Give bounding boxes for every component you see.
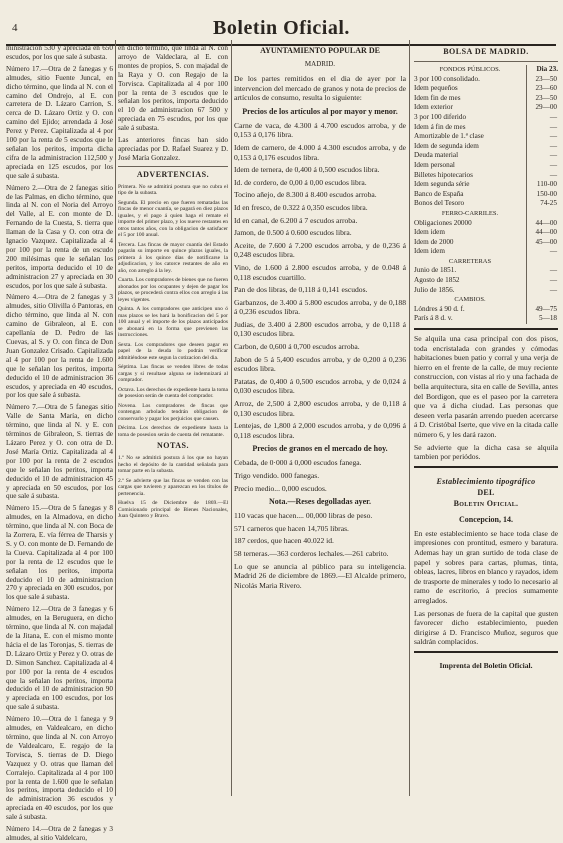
quote-row xyxy=(414,199,558,209)
prices-heading: Precios de los artículos al por mayor y menor. xyxy=(242,106,398,116)
lot-paragraph: ministracion 530 y apreciada en 650 escudos, por los que sale á subasta. xyxy=(6,44,113,61)
alquila-ad: Se alquila una casa principal con dos pisos, toda encristalada con grandes y cómodas habitaciones buen patio y corral y una verja de hierro en el frente de la calle, de muy reciente construccion, con vistas al rio y una fachada de bella arquitectura, sita en calle de Sevilla, antes del Bordigon, que es el paseo por la carretera que va á dicha ciudad. Las personas que deseen verla pasarán arrendo pueden acercarse á D. Cristóbal Iserte, que vive en la citada calle número 6, y les dará razon. xyxy=(414,334,559,439)
quote-row xyxy=(414,123,558,133)
price-item: Id en canal, de 6.200 á 7 escudos arroba. xyxy=(234,215,358,225)
quote-label: Agosto de 1852 xyxy=(414,276,460,285)
advertencia-item: Tercera. Las fincas de mayor cuantía del Estado pagarán su importe en quince plazos iguales, la primera á los quince dias de notificarse la adjudicacion, y los catorce restantes de año en año, con arreglo á la ley. xyxy=(118,241,228,274)
advertencia-item: Quinta. A los compradores que anticipen uno ó mas plazos se les hará la bonificacion del 5 por 100 anual y el importe de los plazos anticipados se abonará en la forma que previenen las instrucciones. xyxy=(118,306,228,339)
cambios-heading: CAMBIOS. xyxy=(454,296,486,304)
intro-paragraph: De los partes remitidos en el dia de ayer por la intervencion del mercado de granos y nota de precios de artículos de consumo, resulta lo siguiente: xyxy=(234,74,406,103)
lot-paragraph: Número 10.—Otra de 1 fanega y 9 almudes, en Valdealcaro, en dicho término, que linda al N. con Arroyo de Valdealcaro, E. regajo de la Torvisca, S. tierras de D. Diego Vazquez y O. otras que llaman del Corralejo. Capitalizada al 4 por 100 por la renta de 1.600 que le señalan los peritos, importa deducido el 10 de administracion 36 escudos y apreciada en 40 escudos, por los que sale á subasta. xyxy=(6,715,113,822)
column-4-bolsa xyxy=(414,44,558,796)
quote-row xyxy=(414,161,558,171)
column-2-advertencias xyxy=(118,44,228,796)
quote-label: Idem pequeños xyxy=(414,84,458,93)
quote-value: 49—75 xyxy=(527,305,559,315)
appraisers-note: Las anteriores fincas han sido apreciadas por D. Rafael Suarez y D. José María Gonzalez. xyxy=(118,136,228,162)
price-item: Garbanzos, de 3.400 á 5.800 escudos arroba, y de 0,188 á 0,236 escudos libra. xyxy=(234,297,406,317)
quote-value: — xyxy=(527,142,559,152)
ferro-heading: FERRO-CARRILES. xyxy=(441,209,499,217)
quote-row xyxy=(414,84,558,94)
quote-row xyxy=(414,151,558,161)
quotes-table xyxy=(414,65,558,324)
quote-label: Idem fin de mes xyxy=(414,93,461,102)
advertencia-item: Segunda. El precio en que fueren rematadas las fincas de menor cuantía, se pagará en diez plazos iguales, y el pago á quien haga el remate el importe del primer plazo, y los nueve restantes en otros tantos años, con la obligacion de satisfacer el 5 por 100 anual. xyxy=(118,199,228,239)
quote-value: 150-00 xyxy=(527,190,559,200)
quote-row xyxy=(414,190,558,200)
quote-label: Lóndres á 90 d. f. xyxy=(414,304,465,313)
quote-value: 23—50 xyxy=(527,75,559,85)
price-item: Arroz, de 2,500 á 2,800 escudos arroba, y de 0,118 á 0,130 escudos libra. xyxy=(234,399,406,418)
ferro-rows xyxy=(414,219,558,257)
quote-value: — xyxy=(527,161,559,171)
nota-item: 2.ª Se advierte que las fincas se venden con las cargas que tuvieren y aparezcan en los títulos de pertenencia. xyxy=(118,477,228,497)
quote-label: Idem á fin de mes xyxy=(414,122,466,131)
establecimiento-line-1: Establecimiento tipográfico xyxy=(436,476,536,486)
quote-label: Banco de España xyxy=(414,189,464,198)
quote-value: — xyxy=(527,276,559,286)
advertencias-heading: ADVERTENCIAS. xyxy=(136,169,210,179)
establecimiento-paragraph: Las personas de fuera de la capital que gusten favorecer dicho establecimiento, pueden dirigirse á D. Francisco Muñoz, seguros que saldrán complacidos. xyxy=(414,608,558,647)
quote-label: Idem idem xyxy=(414,247,445,256)
quote-row xyxy=(414,276,558,286)
quote-value: 5—18 xyxy=(527,314,559,324)
column-divider xyxy=(115,40,116,796)
price-item: Patatas, de 0,400 á 0,500 escudos arroba, y de 0,024 á 0,030 escudos libra. xyxy=(234,376,406,396)
quote-value: — xyxy=(527,132,559,142)
date-heading: Dia 23. xyxy=(527,65,559,75)
quote-value: — xyxy=(527,123,559,133)
lot-paragraph: Número 14.—Otra de 2 fanegas y 3 almudes, al sitio Valdelcaro, xyxy=(6,825,113,842)
lot-paragraph: Número 12.—Otra de 3 fanegas y 6 almudes, en la Beruguera, en dicho término, que linda al N. con majadal de la Jitana, E. con el mismo monte hácia el de las Toronjas, S. tierras de D. Lázaro Ortiz y Perez y O. otras de D. Simon Sanchez. Capitalizada al 4 por 100 por la renta de 4 escudos que la señalan los peritos, importa deducido el 10 de administracion 90 y apreciada en 100 escudos, por los que sale á subasta. xyxy=(6,605,113,712)
page-number: 4 xyxy=(12,22,18,34)
advertencia-item: Séptima. Las fincas se venden libres de todas cargas y si resultase alguna se indemnizará al comprador. xyxy=(118,364,228,384)
fondos-rows xyxy=(414,75,558,209)
price-item: Carne de vaca, de 4.300 á 4.700 escudos arroba, y de 0,153 á 0,176 libra. xyxy=(234,120,406,140)
quote-label: Idem segunda série xyxy=(414,180,470,189)
section-rule xyxy=(414,328,558,330)
signature-line: Huelva 15 de Diciembre de 1869.—El Comisionado principal de Bienes Nacionales, Juan Quintero y Bravo. xyxy=(118,500,228,520)
advertencia-item: Sexta. Los compradores que deseen pagar en papel de la deuda lo podrán verificar admitiéndose este segun la cotizacion del dia. xyxy=(118,341,228,361)
price-item: Carbon, de 0,600 á 0,700 escudos arroba. xyxy=(234,342,360,352)
quote-label: Idem personal xyxy=(414,160,455,169)
closing-paragraph: Lo que se anuncia al público para su inteligencia. Madrid 26 de diciembre de 1869.—El Alcalde primero, Nicolás Maria Rivero. xyxy=(234,561,406,590)
quote-row xyxy=(414,171,558,181)
quote-label: Amortizable de 1.ª clase xyxy=(414,132,484,141)
quote-label: París á 8 d. v. xyxy=(414,314,453,323)
quote-value: 44—00 xyxy=(527,219,559,229)
establecimiento-paragraph: En este establecimiento se hace toda clase de impresiones con prontitud, esmero y baratura. Ademas hay un gran surtido de toda clase de papel y sobres para cartas, plumas, tinta, obleas, lacres, libros en blanco y rayados, idem de trasporte de minerales y todo lo necesario al ramo de escritorio, á precios sumamente arreglados. xyxy=(414,528,558,605)
advertencia-item: Primera. No se admitirá postura que no cubra el tipo de la subasta. xyxy=(118,183,228,197)
lot-paragraph: en dicho término, que linda al N. con arroyo de Valdeclara, al E. con montes de propios, S. con majadal de la Raya y O. con Regajo de la Torvisca. Capitalizada al 4 por 100 por la renta de 3 escudos que le señalan los peritos, importa deducido el 10 de administracion 67 500 y apreciada en 75 escudos, por los que sale á subasta. xyxy=(118,44,228,133)
price-item: Judias, de 3.400 á 2.800 escudos arroba, y de 0,118 á 0,130 escudos libra. xyxy=(234,319,406,339)
quote-label: Obligaciones 20000 xyxy=(414,218,472,227)
quote-label: Idem idem xyxy=(414,228,445,237)
establecimiento-address: Concepcion, 14. xyxy=(459,514,513,524)
price-item: Vino, de 1.600 á 2.800 escudos arroba, y de 0.048 á 0,118 escudos cuartillo. xyxy=(234,262,406,282)
column-divider xyxy=(231,40,232,796)
quote-value: 29—00 xyxy=(527,103,559,113)
reses-item: 571 carneros que hacen 14,705 libras. xyxy=(234,523,349,533)
advertencia-item: Octava. Los derechos de expediente hasta la toma de posesion serán de cuenta del comprador. xyxy=(118,386,228,400)
price-item: Id. de cordero, de 0,00 á 0,00 escudos libra. xyxy=(234,177,367,187)
section-rule xyxy=(414,651,558,653)
reses-item: 110 vacas que hacen.... 00,000 libras de peso. xyxy=(234,511,373,521)
quote-row xyxy=(414,247,558,257)
quote-label: Deuda material xyxy=(414,151,459,160)
quote-row xyxy=(414,132,558,142)
section-rule xyxy=(414,61,558,62)
quote-label: Idem de segunda idem xyxy=(414,141,479,150)
quote-row xyxy=(414,103,558,113)
price-item: Id en fresco, de 0.322 á 0,350 escudos libra. xyxy=(234,202,368,212)
column-divider xyxy=(409,40,410,796)
grain-heading: Precios de granos en el mercado de hoy. xyxy=(252,444,388,454)
column-3-ayuntamiento xyxy=(234,44,406,796)
price-item: Jamon, de 0.500 á 0.600 escudos libra. xyxy=(234,228,352,238)
lot-paragraph: Número 4.—Otra de 2 fanegas y 3 almudes, sitio Olivilla ó Pantoras, en dicho término, que linda al N. con camino de Gibraleon, al E. con capellanía de D. Pedro de las Cuevas, al S. y O. con finca de Don Juan Gonzalez Crisado. Capitalizada al 4 por 100 por la renta de 1.600 que le señalan los peritos, importa deducido el 10 de administracion 36 escudos, y apreciada en 40 escudos, por los que sale á subasta. xyxy=(6,293,113,400)
quote-row xyxy=(414,94,558,104)
price-item: Idem de ternera, de 0,400 á 0,500 escudos libra. xyxy=(234,165,380,175)
price-item: Aceite, de 7.600 á 7.200 escudos arroba, y de 0,236 á 0,248 escudos libra. xyxy=(234,240,406,260)
page-header xyxy=(0,8,563,42)
price-item: Tocino añejo, de 8.300 á 8.400 escudos arroba. xyxy=(234,190,377,200)
carreteras-heading: CARRETERAS xyxy=(448,257,492,265)
grain-item: Cebada, de 0·000 á 0,000 escudos fanega. xyxy=(234,458,362,468)
quote-row xyxy=(414,180,558,190)
quote-label: Idem de 2000 xyxy=(414,237,454,246)
quote-value: 23—50 xyxy=(527,94,559,104)
quote-row xyxy=(414,113,558,123)
quote-value: — xyxy=(527,151,559,161)
quote-label: Junio de 1851. xyxy=(414,266,457,275)
grain-item: Precio medio... 0,000 escudos. xyxy=(234,483,327,493)
price-item: Lentejas, de 1,800 á 2,000 escudos arroba, y de 0,096 á 0,118 escudos libra. xyxy=(234,421,406,440)
quote-row xyxy=(414,228,558,238)
lot-paragraph: Número 2.—Otra de 2 fanegas sitio de las Palmas, en dicho término, que linda al N. con el Noria del Arroyo del Valle, al E. con monte de D. Fernando de la Cuesta, S. tierra que llaman de la Casa y O. con otra de Ignacio Vazquez. Capitalizada al 4 por 100 por la renta de un escudo 200 milésimas que le señalan los peritos, importa deducido el 10 de administracion 27 y apreciada en 30 escudos, por los que sale á subasta. xyxy=(6,183,113,290)
quote-label: 3 por 100 diferido xyxy=(414,112,467,121)
quote-row xyxy=(414,142,558,152)
quote-label: Julio de 1856. xyxy=(414,285,455,294)
quote-row xyxy=(414,286,558,296)
grain-item: Trigo vendido. 000 fanegas. xyxy=(234,471,320,480)
ayuntamiento-subtitle: MADRID. xyxy=(304,60,336,68)
bolsa-heading: BOLSA DE MADRID. xyxy=(443,47,529,56)
price-item: Pan de dos libras, de 0,118 á 0,141 escudos. xyxy=(234,285,368,295)
carreteras-rows xyxy=(414,266,558,295)
quote-row xyxy=(414,75,558,85)
quote-value: 74-25 xyxy=(527,199,559,209)
fondos-heading: FONDOS PÚBLICOS. xyxy=(439,66,501,73)
quote-row xyxy=(414,305,558,315)
establecimiento-line-2: DEL xyxy=(477,487,495,497)
section-rule xyxy=(414,466,558,468)
masthead-title: Boletin Oficial. xyxy=(213,17,350,39)
imprenta-footer: Imprenta del Boletin Oficial. xyxy=(439,660,533,670)
group-heading-row xyxy=(414,257,558,267)
section-rule xyxy=(118,166,228,167)
quote-value: — xyxy=(527,247,559,257)
lot-paragraph: Número 7.—Otra de 5 fanegas sitio Valle de Santa María, en dicho término, que linda al N. y E. con términos de Gibraleon, S. tierras de Lázaro Perez y O. con otra de D. José María Ortiz. Capitalizada al 4 por 100 por la renta de 2 escudos que le señalan los peritos, importa deducido el 10 de administracion 45 y apreciada en 50 escudos, por los que sale á subasta. xyxy=(6,403,113,501)
table-header-row xyxy=(414,65,558,75)
lot-paragraph: Número 15.—Otra de 5 fanegas y 8 almudes, en la Almadova, en dicho término, que linda al N. con Boca de la Zorrera, E. vía férrea de Tharsis y S. y O. con monte de D. Fernando de la Cueva. Capitalizada al 4 por 100 por la renta de 12 escudos que le señalan los peritos, importa deducido el 10 de administracion 270 y apreciada en 300 escudos, por los que sale á subasta. xyxy=(6,504,113,602)
quote-value: — xyxy=(527,266,559,276)
establecimiento-title xyxy=(414,476,558,509)
reses-heading: Nota.—Reses degolladas ayer. xyxy=(269,497,371,507)
quote-label: Idem exterior xyxy=(414,103,453,112)
price-item: Jabon de 5 á 5,400 escudos arroba, y de 0,200 á 0,236 escudos libra. xyxy=(234,354,406,374)
price-item: Idem de carnero, de 4.000 á 4.300 escudos arroba, y de 0,153 á 0,176 escudos libra. xyxy=(234,142,406,162)
quote-row xyxy=(414,314,558,324)
notas-heading: NOTAS. xyxy=(157,441,189,451)
quote-value: — xyxy=(527,286,559,296)
column-1-auction-lots xyxy=(6,44,113,842)
nota-item: 1.ª No se admitirá postura á los que no hayan hecho el depósito de la cantidad señalada para tomar parte en la subasta. xyxy=(118,455,228,475)
quote-value: 44—00 xyxy=(527,228,559,238)
advertencia-item: Décima. Los derechos de expediente hasta la toma de posesion serán de cuenta del rematante. xyxy=(118,425,228,438)
reses-item: 187 cerdos, que hacen 40.022 id. xyxy=(234,536,334,546)
quote-value: — xyxy=(527,113,559,123)
quote-label: Bonos del Tesoro xyxy=(414,199,465,208)
alquila-note: Se advierte que la dicha casa se alquila tambien por periódos. xyxy=(414,442,558,462)
quote-label: 3 por 100 consolidado. xyxy=(414,74,480,83)
quote-value: 45—00 xyxy=(527,238,559,248)
group-heading-row xyxy=(414,295,558,305)
ayuntamiento-title: AYUNTAMIENTO POPULAR DE xyxy=(260,46,380,55)
group-heading-row xyxy=(414,209,558,219)
quote-row xyxy=(414,219,558,229)
advertencia-item: Novena. Los compradores de fincas que contengan arbolado tendrán obligacion de conservarlo y pagar los perjuicios que causen. xyxy=(118,402,228,422)
advertencia-item: Cuarta. Los compradores de bienes que no fueren abonados por los ocupantes y dejen de pagar los plazos, se procederá contra ellos con arreglo á las leyes vigentes. xyxy=(118,277,228,303)
quote-row xyxy=(414,238,558,248)
reses-item: 58 terneras.—363 corderos lechales.—261 cabrito. xyxy=(234,548,389,558)
cambios-rows xyxy=(414,305,558,324)
establecimiento-line-3: Boletin Oficial. xyxy=(453,498,519,508)
quote-value: 23—60 xyxy=(527,84,559,94)
quote-value: 110-00 xyxy=(527,180,559,190)
lot-paragraph: Número 17.—Otra de 2 fanegas y 6 almudes, sitio Fuente Juncal, en dicho término, que linda al N. con el camino del Ondrejo, al E. con carretera de D. Lázaro Carrion, S. cerca de D. Lázaro Ortiz y O. con camino del Ejido; arrendada á José Perez y Perez. Capitalizada al 4 por 100 por la renta de 5 escudos que le señalan los peritos, importa dicha cifra de la administracion 112,500 y apreciada en 125 escudos, por los que sale á subasta. xyxy=(6,64,113,180)
quote-value: — xyxy=(527,171,559,181)
quote-label: Billetes hipotecarios xyxy=(414,170,473,179)
quote-row xyxy=(414,266,558,276)
